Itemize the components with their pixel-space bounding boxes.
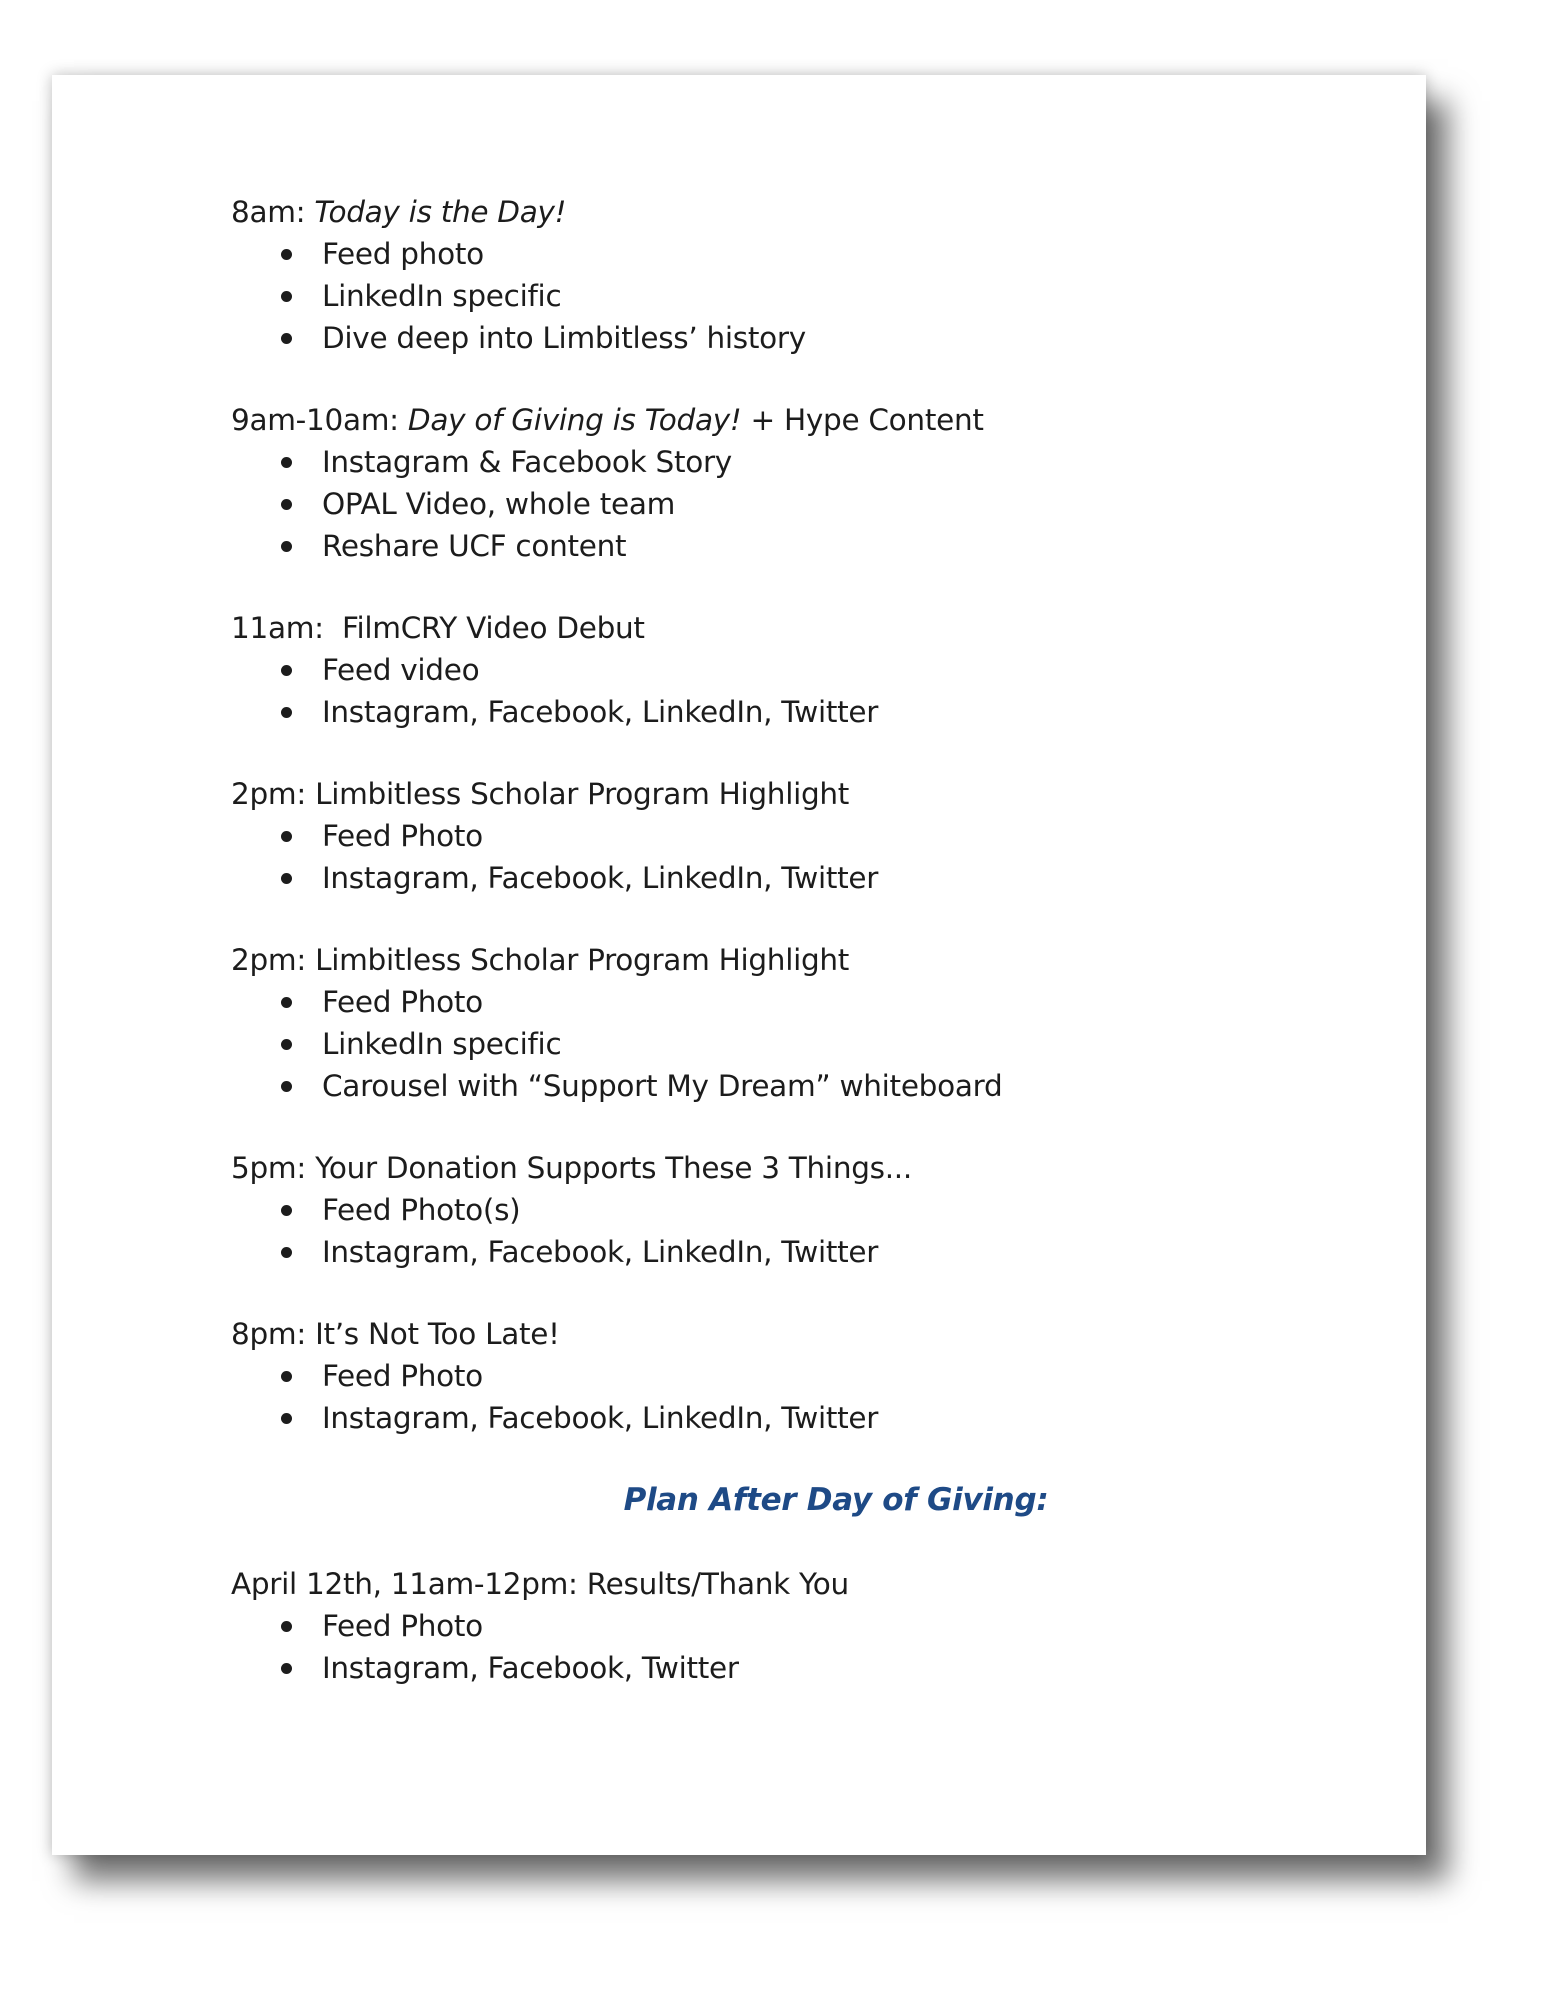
schedule-section — [231, 1563, 1281, 1689]
list-item-text: Feed photo — [322, 237, 484, 271]
list-item-text: Feed Photo — [322, 985, 483, 1019]
schedule-heading — [231, 1563, 1281, 1605]
schedule-heading — [231, 1313, 1281, 1355]
list-item-text: Feed Photo — [322, 1609, 483, 1643]
bullet-icon — [281, 997, 292, 1008]
list-item-text: Instagram & Facebook Story — [322, 445, 732, 479]
list-item — [231, 317, 1281, 359]
list-item-text: Feed Photo(s) — [322, 1193, 521, 1227]
list-item-text: LinkedIn specific — [322, 279, 562, 313]
list-item-text: Instagram, Facebook, LinkedIn, Twitter — [322, 695, 879, 729]
schedule-title: FilmCRY Video Debut — [341, 611, 645, 645]
schedule-title: Day of Giving is Today! — [407, 403, 742, 437]
schedule-item-list — [231, 233, 1281, 359]
list-item — [231, 1605, 1281, 1647]
schedule-heading — [231, 1147, 1281, 1189]
list-item — [231, 1355, 1281, 1397]
bullet-icon — [281, 707, 292, 718]
schedule-section — [231, 1147, 1281, 1273]
schedule-item-list — [231, 1355, 1281, 1439]
bullet-icon — [281, 1205, 292, 1216]
schedule-time: 9am-10am: — [231, 403, 408, 437]
bullet-icon — [281, 1081, 292, 1092]
list-item — [231, 1023, 1281, 1065]
schedule-section — [231, 1313, 1281, 1439]
document-content — [231, 191, 1281, 1729]
list-item — [231, 691, 1281, 733]
schedule-section — [231, 607, 1281, 733]
schedule-time: 2pm: — [231, 777, 316, 811]
schedule-title: Limbitless Scholar Program Highlight — [315, 777, 850, 811]
schedule-item-list — [231, 981, 1281, 1107]
schedule-heading — [231, 191, 1281, 233]
list-item — [231, 815, 1281, 857]
schedule-title: Your Donation Supports These 3 Things... — [315, 1151, 912, 1185]
schedule-title: It’s Not Too Late! — [315, 1317, 560, 1351]
after-day-schedule — [231, 1563, 1281, 1689]
list-item-text: LinkedIn specific — [322, 1027, 562, 1061]
schedule-time: April 12th, 11am-12pm: — [231, 1567, 587, 1601]
list-item — [231, 1065, 1281, 1107]
schedule-item-list — [231, 815, 1281, 899]
list-item — [231, 1189, 1281, 1231]
list-item — [231, 441, 1281, 483]
list-item — [231, 525, 1281, 567]
schedule-heading — [231, 607, 1281, 649]
list-item — [231, 483, 1281, 525]
schedule-section — [231, 399, 1281, 567]
schedule-time: 8pm: — [231, 1317, 316, 1351]
bullet-icon — [281, 249, 292, 260]
bullet-icon — [281, 499, 292, 510]
bullet-icon — [281, 541, 292, 552]
list-item-text: Carousel with “Support My Dream” whiteboard — [322, 1069, 1003, 1103]
bullet-icon — [281, 1371, 292, 1382]
bullet-icon — [281, 665, 292, 676]
list-item-text: Instagram, Facebook, LinkedIn, Twitter — [322, 1235, 879, 1269]
list-item — [231, 649, 1281, 691]
schedule-time: 8am: — [231, 195, 315, 229]
schedule-time: 11am: — [231, 611, 342, 645]
bullet-icon — [281, 1663, 292, 1674]
list-item-text: Instagram, Facebook, LinkedIn, Twitter — [322, 1401, 879, 1435]
bullet-icon — [281, 1621, 292, 1632]
schedule-title-suffix: + Hype Content — [741, 403, 984, 437]
list-item-text: OPAL Video, whole team — [322, 487, 676, 521]
list-item — [231, 233, 1281, 275]
schedule-time: 2pm: — [231, 943, 316, 977]
day-of-giving-schedule — [231, 191, 1281, 1439]
schedule-item-list — [231, 1605, 1281, 1689]
schedule-title: Today is the Day! — [314, 195, 567, 229]
bullet-icon — [281, 1413, 292, 1424]
schedule-section — [231, 191, 1281, 359]
bullet-icon — [281, 457, 292, 468]
schedule-item-list — [231, 441, 1281, 567]
schedule-heading — [231, 773, 1281, 815]
list-item — [231, 275, 1281, 317]
schedule-heading — [231, 399, 1281, 441]
bullet-icon — [281, 333, 292, 344]
bullet-icon — [281, 831, 292, 842]
list-item-text: Instagram, Facebook, LinkedIn, Twitter — [322, 861, 879, 895]
schedule-section — [231, 939, 1281, 1107]
list-item — [231, 981, 1281, 1023]
schedule-title: Results/Thank You — [586, 1567, 849, 1601]
schedule-item-list — [231, 649, 1281, 733]
list-item-text: Dive deep into Limbitless’ history — [322, 321, 806, 355]
list-item — [231, 857, 1281, 899]
plan-after-heading: Plan After Day of Giving: — [623, 1482, 1049, 1518]
list-item — [231, 1397, 1281, 1439]
bullet-icon — [281, 291, 292, 302]
document-page — [52, 75, 1426, 1855]
bullet-icon — [281, 1247, 292, 1258]
schedule-title: Limbitless Scholar Program Highlight — [315, 943, 850, 977]
list-item-text: Instagram, Facebook, Twitter — [322, 1651, 739, 1685]
schedule-item-list — [231, 1189, 1281, 1273]
bullet-icon — [281, 873, 292, 884]
list-item — [231, 1647, 1281, 1689]
list-item — [231, 1231, 1281, 1273]
schedule-heading — [231, 939, 1281, 981]
schedule-time: 5pm: — [231, 1151, 316, 1185]
schedule-section — [231, 773, 1281, 899]
list-item-text: Reshare UCF content — [322, 529, 627, 563]
list-item-text: Feed video — [322, 653, 480, 687]
bullet-icon — [281, 1039, 292, 1050]
list-item-text: Feed Photo — [322, 819, 483, 853]
list-item-text: Feed Photo — [322, 1359, 483, 1393]
